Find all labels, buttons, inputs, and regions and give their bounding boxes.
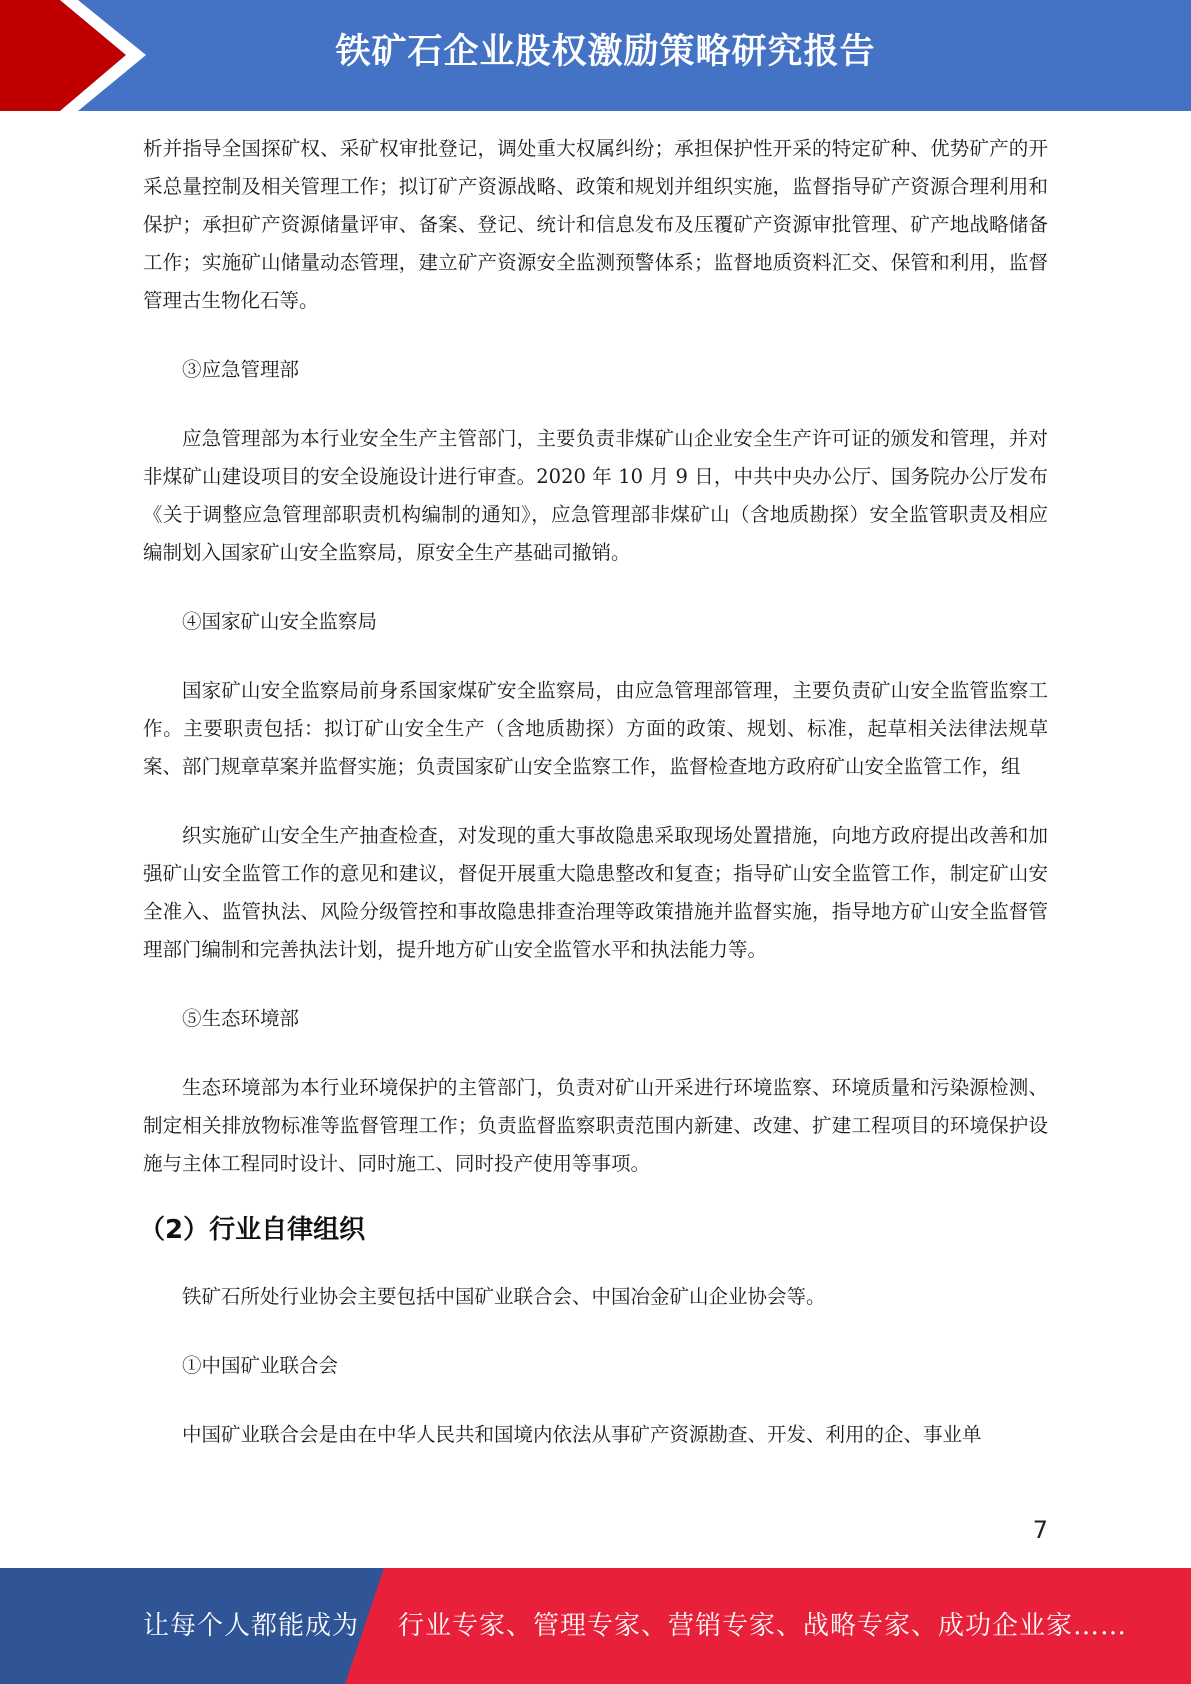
paragraph: 中国矿业联合会是由在中华人民共和国境内依法从事矿产资源勘查、开发、利用的企、事业单 — [182, 1423, 982, 1446]
report-title: 铁矿石企业股权激励策略研究报告 — [335, 32, 876, 72]
paragraph: 国家矿山安全监察局前身系国家煤矿安全监察局，由应急管理部管理，主要负责矿山安全监管监察工作。主要职责包括：拟订矿山安全生产（含地质勘探）方面的政策、规划、标准，起草相关法律法规草案、部门规章草案并监督实施；负责国家矿山安全监察工作，监督检查地方政府矿山安全监管工作，组 — [143, 679, 1048, 778]
section-heading: （2）行业自律组织 — [139, 1215, 366, 1245]
paragraph: 生态环境部为本行业环境保护的主管部门，负责对矿山开采进行环境监察、环境质量和污染源检测、制定相关排放物标准等监督管理工作；负责监督监察职责范围内新建、改建、扩建工程项目的环境保护设施与主体工程同时设计、同时施工、同时投产使用等事项。 — [143, 1076, 1048, 1175]
footer-slogan-right: 行业专家、管理专家、营销专家、战略专家、成功企业家…… — [398, 1611, 1128, 1641]
paragraph: 铁矿石所处行业协会主要包括中国矿业联合会、中国冶金矿山企业协会等。 — [182, 1285, 826, 1308]
sub-heading-emergency: ③应急管理部 — [182, 358, 300, 381]
sub-heading-mine-safety: ④国家矿山安全监察局 — [182, 610, 378, 633]
footer-banner — [0, 1568, 1191, 1684]
page-number: 7 — [1032, 1516, 1048, 1544]
paragraph: 织实施矿山安全生产抽查检查，对发现的重大事故隐患采取现场处置措施，向地方政府提出改善和加强矿山安全监管工作的意见和建议，督促开展重大隐患整改和复查；指导矿山安全监管工作，制定矿山安全准入、监管执法、风险分级管控和事故隐患排查治理等政策措施并监督实施，指导地方矿山安全监督管理部门编制和完善执法计划，提升地方矿山安全监管水平和执法能力等。 — [143, 824, 1048, 961]
paragraph: 应急管理部为本行业安全生产主管部门，主要负责非煤矿山企业安全生产许可证的颁发和管理，并对非煤矿山建设项目的安全设施设计进行审查。2020 年 10 月 9 日，中共中央办公厅、国务院办公厅发布《关于调整应急管理部职责机构编制的通知》，应急管理部非煤矿山（含地质勘探）安全监管职责及相应编制划入国家矿山安全监察局，原安全生产基础司撤销。 — [143, 427, 1048, 564]
header-banner — [0, 0, 1191, 111]
paragraph: 析并指导全国探矿权、采矿权审批登记，调处重大权属纠纷；承担保护性开采的特定矿种、优势矿产的开采总量控制及相关管理工作；拟订矿产资源战略、政策和规划并组织实施，监督指导矿产资源合理利用和保护；承担矿产资源储量评审、备案、登记、统计和信息发布及压覆矿产资源审批管理、矿产地战略储备工作；实施矿山储量动态管理，建立矿产资源安全监测预警体系；监督地质资料汇交、保管和利用，监督管理古生物化石等。 — [143, 137, 1048, 312]
document-body — [139, 130, 1048, 1485]
sub-heading-mining-association: ①中国矿业联合会 — [182, 1354, 339, 1377]
footer-slogan-left: 让每个人都能成为 — [143, 1611, 360, 1641]
sub-heading-ecology: ⑤生态环境部 — [182, 1007, 300, 1030]
